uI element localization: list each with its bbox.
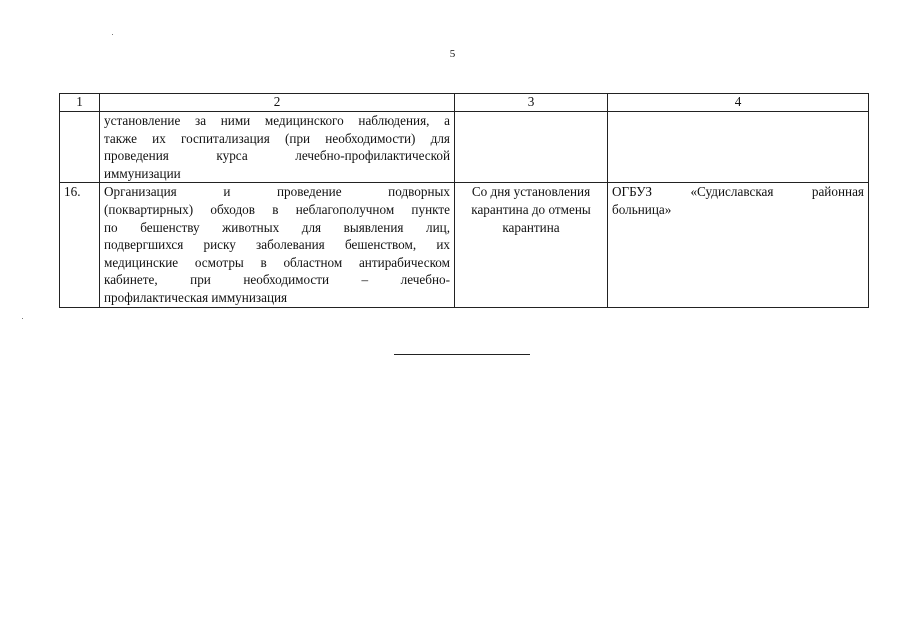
measures-table — [59, 93, 869, 308]
column-header-executor: 4 — [608, 94, 869, 112]
activity-line: (поквартирных) обходов в неблагополучном пункте — [104, 201, 450, 217]
scan-speck — [112, 34, 113, 35]
activity-cell — [100, 183, 455, 307]
activity-line: профилактическая иммунизация — [104, 289, 288, 305]
row-number — [60, 112, 100, 183]
page-number: 5 — [449, 48, 456, 60]
executor-line: больница» — [612, 201, 672, 217]
row-number: 16. — [60, 183, 100, 307]
column-header-activity: 2 — [100, 94, 455, 112]
activity-line: по бешенству животных для выявления лиц, — [104, 219, 450, 235]
closing-rule — [394, 354, 530, 355]
table-row — [60, 183, 869, 307]
column-header-term: 3 — [455, 94, 608, 112]
term-cell — [455, 183, 608, 307]
activity-line: иммунизации — [104, 165, 181, 181]
executor-cell — [608, 112, 869, 183]
term-line: Со дня установления — [471, 184, 591, 200]
term-cell — [455, 112, 608, 183]
executor-cell — [608, 183, 869, 307]
activity-line: медицинские осмотры в областном антирабическом — [104, 254, 450, 270]
table-header-row — [60, 94, 869, 112]
activity-cell — [100, 112, 455, 183]
activity-line: установление за ними медицинского наблюдения, а — [104, 113, 450, 128]
term-line: карантина до отмены — [471, 201, 591, 217]
scan-speck — [22, 318, 23, 319]
column-header-number: 1 — [60, 94, 100, 112]
activity-line: проведения курса лечебно-профилактической — [104, 148, 450, 164]
activity-line: Организация и проведение подворных — [104, 184, 450, 200]
table-row — [60, 112, 869, 183]
term-line: карантина — [502, 219, 560, 235]
executor-line: ОГБУЗ «Судиславская районная — [612, 184, 864, 200]
activity-line: подвергшихся риску заболевания бешенством, их — [104, 237, 450, 253]
activity-line: кабинете, при необходимости – лечебно- — [104, 272, 450, 288]
activity-line: также их госпитализация (при необходимости) для — [104, 130, 450, 146]
